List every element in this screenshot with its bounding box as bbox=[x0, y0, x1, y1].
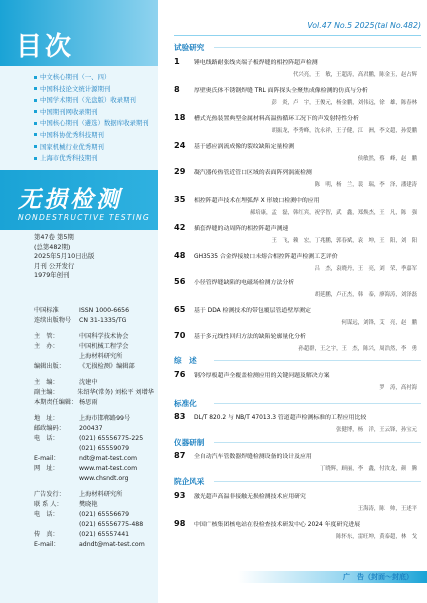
info-key: 本期责任编辑： bbox=[34, 399, 78, 406]
info-row bbox=[34, 378, 154, 388]
info-row bbox=[34, 306, 154, 316]
article-page-number: 83 bbox=[174, 411, 186, 421]
article-title[interactable]: 激光超声高温非接触无损检测技术应用研究 bbox=[194, 494, 306, 500]
article-title[interactable]: 厚壁奥氏体不锈钢焊缝 TRL 面阵探头全聚焦成像检测的仿真与分析 bbox=[194, 88, 368, 94]
issue-line: (总第482期) bbox=[34, 242, 71, 251]
info-value: ISSN 1000-6656 bbox=[79, 307, 130, 314]
info-value: 上海材料研究所 bbox=[79, 491, 123, 498]
article-title[interactable]: 钢冷厚板超声全覆盖检测应用的关键问题及解决方案 bbox=[194, 373, 330, 379]
info-key: 网 址： bbox=[34, 465, 59, 472]
info-value[interactable]: www.chsndt.org bbox=[79, 475, 129, 482]
section-heading: 仪器研制 bbox=[174, 438, 205, 447]
info-key: 电 话： bbox=[34, 435, 59, 442]
issue-line: 月刊 公开发行 bbox=[34, 261, 75, 270]
issue-line: 2025年5月10日出版 bbox=[34, 252, 95, 261]
info-value: (021) 65557441 bbox=[79, 531, 130, 538]
article-page-number: 98 bbox=[174, 518, 186, 528]
article-authors: 侯敏然，蔡 峰，赵 鹏 bbox=[357, 156, 417, 162]
bullet-icon bbox=[34, 76, 37, 79]
info-key: 主 办： bbox=[34, 343, 59, 350]
info-key: 编辑出版： bbox=[34, 363, 65, 370]
index-item-label: 中国学术期刊（光盘版）收录期刊 bbox=[40, 96, 136, 105]
info-key: 广告发行： bbox=[34, 491, 65, 498]
info-row bbox=[34, 464, 154, 474]
section-heading: 试验研究 bbox=[174, 43, 205, 52]
index-item bbox=[34, 95, 149, 107]
index-item-label: 中国期刊网收录期刊 bbox=[40, 107, 98, 116]
info-row bbox=[34, 388, 154, 398]
info-value: 朱绍华(常务) 刘松平 刘增华 bbox=[77, 389, 154, 396]
index-item-label: 中文核心期刊（一、四） bbox=[40, 73, 111, 81]
info-value: 杨思雨 bbox=[79, 399, 98, 406]
article-authors: 胡延鹏，卢正杰，韩 泰，廖海涛，刘泽磊 bbox=[314, 292, 417, 298]
info-row bbox=[34, 342, 154, 352]
article-page-number: 29 bbox=[174, 166, 186, 176]
article-page-number: 35 bbox=[174, 194, 186, 204]
info-value: 中国机械工程学会 bbox=[79, 343, 129, 350]
info-value: (021) 65559079 bbox=[79, 445, 130, 452]
article-authors: 何谋远，刘锋，艾 亮，赵 鹏 bbox=[341, 320, 417, 326]
info-value: (021) 65556775-488 bbox=[79, 521, 144, 528]
info-row bbox=[34, 530, 154, 540]
index-item-label: 中国科协优秀科技期刊 bbox=[40, 130, 104, 139]
info-value: 《无损检测》编辑部 bbox=[79, 363, 135, 370]
article-title[interactable]: 基于多元线性回归方法的缺陷轮廓量化分析 bbox=[194, 334, 306, 340]
info-row bbox=[34, 520, 154, 530]
info-key: 传 真： bbox=[34, 531, 59, 538]
info-key: 主 管： bbox=[34, 333, 59, 340]
section-heading: 标准化 bbox=[174, 399, 197, 408]
info-key bbox=[34, 352, 79, 362]
info-value: 上海材料研究所 bbox=[79, 353, 123, 360]
info-row bbox=[34, 398, 154, 408]
index-list bbox=[34, 72, 149, 165]
index-item-label: 上海市优秀科技期刊 bbox=[40, 154, 98, 163]
article-authors: 王海涛，陈 帅，王述平 bbox=[357, 506, 417, 512]
article-authors: 代兴亮，王 敏，王超涛，高君鹏，陈金玉，赵占辉 bbox=[293, 72, 417, 78]
info-row bbox=[34, 490, 154, 500]
article-title[interactable]: 基于感应涡流成像的裂纹缺陷定量检测 bbox=[194, 144, 295, 150]
article-title[interactable]: DL/T 820.2 与 NB/T 47013.3 管道超声检测标准的工程应用比较 bbox=[194, 415, 367, 421]
article-authors: 郝培康，孟 磊，韩红宾，祝学智，武 鑫，郑焕杰，王 凡，陈 强 bbox=[249, 210, 417, 216]
bullet-icon bbox=[34, 99, 37, 102]
index-item bbox=[34, 142, 149, 154]
article-title[interactable]: 凝汽器传热管近管口区域的表面阵列涡流检测 bbox=[194, 170, 312, 176]
bullet-icon bbox=[34, 145, 37, 148]
article-page-number: 76 bbox=[174, 369, 186, 379]
info-key: E-mail： bbox=[34, 455, 60, 462]
journal-name: 无损检测 bbox=[18, 186, 122, 213]
article-title[interactable]: 槽式光热装置典型金属材料高温热循环工况下的声发射特性分析 bbox=[194, 116, 359, 122]
article-title[interactable]: 中国广核集团核电站在役检查技术研发中心 2024 年度研究进展 bbox=[194, 522, 361, 528]
index-item-label: 中国核心期刊（遴选）数据库收录期刊 bbox=[40, 119, 149, 128]
section-rule bbox=[214, 442, 421, 443]
section-rule bbox=[214, 360, 421, 361]
index-item bbox=[34, 84, 149, 96]
article-authors: 王 飞，赖 宏，丁兆鹏，郭春斌，袁 坤，王 阳，刘 阳 bbox=[271, 238, 417, 244]
article-authors: 罗 涛，高衬海 bbox=[379, 385, 417, 391]
publication-info bbox=[34, 306, 154, 550]
article-authors: 陈怀东，雷旺坤，黄泰超，林 戈 bbox=[336, 534, 417, 540]
bullet-icon bbox=[34, 87, 37, 90]
issue-line: 第47卷 第5期 bbox=[34, 233, 74, 241]
info-key: 电 话： bbox=[34, 511, 59, 518]
article-title[interactable]: 相控阵超声技术在埋弧焊 X 形坡口检测中的应用 bbox=[194, 198, 320, 204]
info-key bbox=[34, 474, 79, 484]
info-row bbox=[34, 352, 154, 362]
article-page-number: 8 bbox=[174, 84, 180, 94]
info-row bbox=[34, 362, 154, 372]
index-item bbox=[34, 130, 149, 142]
section-rule bbox=[214, 47, 421, 48]
section-rule bbox=[214, 481, 421, 482]
info-row bbox=[34, 434, 154, 444]
info-key: 连续出版物号 bbox=[34, 317, 72, 324]
sidebar bbox=[0, 0, 158, 603]
article-authors: 孙超群，王之宇，王 杰，陈兴，周浩然，李 勇 bbox=[298, 346, 417, 352]
index-item-label: 中国科技论文统计源期刊 bbox=[40, 84, 111, 93]
article-authors: 陈 明，杨 兰，裴 瑞，李 泽，潘建涛 bbox=[314, 182, 417, 188]
index-item bbox=[34, 153, 149, 165]
info-key: 地 址： bbox=[34, 415, 59, 422]
issue-line: 1979年创刊 bbox=[34, 271, 70, 280]
info-key bbox=[34, 444, 79, 454]
article-title[interactable]: 锤电线路耐张线夹端子板焊缝的相控阵超声检测 bbox=[194, 60, 318, 66]
article-page-number: 56 bbox=[174, 276, 186, 286]
index-item bbox=[34, 118, 149, 130]
info-row bbox=[34, 500, 154, 510]
article-title[interactable]: 小径管焊缝缺陷的电磁场检测方法分析 bbox=[194, 280, 295, 286]
article-authors: 胡振龙，李秀峰，沈永祥，王子健，江 洲，李文超，孙爱鹏 bbox=[271, 128, 417, 134]
info-row bbox=[34, 444, 154, 454]
info-row bbox=[34, 332, 154, 342]
article-page-number: 1 bbox=[174, 56, 180, 66]
info-row bbox=[34, 424, 154, 434]
info-value: (021) 65556679 bbox=[79, 511, 130, 518]
info-value: 中国科学技术协会 bbox=[79, 333, 129, 340]
info-row bbox=[34, 540, 154, 550]
article-page-number: 70 bbox=[174, 330, 186, 340]
info-value: CN 31-1335/TG bbox=[79, 317, 127, 324]
article-page-number: 18 bbox=[174, 112, 186, 122]
info-value: 上海市邯郸路99号 bbox=[79, 415, 131, 422]
article-page-number: 42 bbox=[174, 222, 186, 232]
info-row bbox=[34, 474, 154, 484]
toc-content bbox=[174, 0, 421, 603]
article-authors: 吕 杰，袁晓丹，王 亮，刘 荣，季嘉军 bbox=[314, 266, 417, 272]
info-key: 联 系 人： bbox=[34, 501, 63, 508]
info-row bbox=[34, 414, 154, 424]
section-heading: 综 述 bbox=[174, 356, 197, 365]
info-key: 中国标准 bbox=[34, 307, 59, 314]
bullet-icon bbox=[34, 133, 37, 136]
article-title[interactable]: 全自动汽车管数器焊缝检测设备的设计及应用 bbox=[194, 454, 312, 460]
info-value[interactable]: www.mat-test.com bbox=[79, 465, 138, 472]
info-value: 樊晓艳 bbox=[79, 501, 98, 508]
index-item bbox=[34, 72, 149, 84]
article-page-number: 93 bbox=[174, 490, 186, 500]
article-authors: 彭 炎，卢 宇，王俊元，杨金鹏，刘伟远，徐 雄，陈春林 bbox=[271, 100, 417, 106]
article-title[interactable]: GH3535 合金焊接坡口未熔合相控阵超声检测工艺评价 bbox=[194, 254, 338, 260]
journal-english-name: NONDESTRUCTIVE TESTING bbox=[18, 213, 150, 222]
info-key: E-mail： bbox=[34, 541, 60, 548]
volume-label: Vol.47 No.5 2025(tal No.482) bbox=[307, 21, 421, 30]
article-authors: 张健博，杨 洋，王云锋，孙宝元 bbox=[336, 427, 417, 433]
section-heading: 院企风采 bbox=[174, 477, 205, 486]
article-page-number: 24 bbox=[174, 140, 186, 150]
article-page-number: 48 bbox=[174, 250, 186, 260]
info-value: 沈建中 bbox=[79, 379, 98, 386]
article-page-number: 65 bbox=[174, 304, 186, 314]
info-row bbox=[34, 510, 154, 520]
info-value: 200437 bbox=[79, 425, 103, 432]
issue-info bbox=[34, 233, 94, 281]
info-key: 邮政编码： bbox=[34, 425, 65, 432]
article-title[interactable]: 基于 DDA 检测技术的带包覆层管道壁厚测定 bbox=[194, 308, 311, 314]
article-page-number: 87 bbox=[174, 450, 186, 460]
bullet-icon bbox=[34, 157, 37, 160]
info-row bbox=[34, 316, 154, 326]
bullet-icon bbox=[34, 110, 37, 113]
index-item-label: 国家机械行业优秀期刊 bbox=[40, 142, 104, 151]
article-title[interactable]: 插套焊缝的动周阵的相控阵超声测速 bbox=[194, 226, 289, 232]
header-rule bbox=[174, 35, 421, 36]
bullet-icon bbox=[34, 122, 37, 125]
article-authors: 丁晓辉，顾丽，李 鑫，付汝龙，颜 腾 bbox=[319, 466, 417, 472]
section-rule bbox=[214, 403, 421, 404]
info-value: (021) 65556775-225 bbox=[79, 435, 144, 442]
info-key: 副主编： bbox=[34, 389, 59, 396]
info-key bbox=[34, 520, 79, 530]
info-key: 主 编： bbox=[34, 379, 59, 386]
footer-ads-label: 广 告（封面～封底） bbox=[343, 573, 413, 581]
info-value[interactable]: ndt@mat-test.com bbox=[79, 455, 138, 462]
info-row bbox=[34, 454, 154, 464]
index-item bbox=[34, 107, 149, 119]
info-value[interactable]: adndt@mat-test.com bbox=[79, 541, 145, 548]
toc-title: 目次 bbox=[16, 32, 75, 62]
